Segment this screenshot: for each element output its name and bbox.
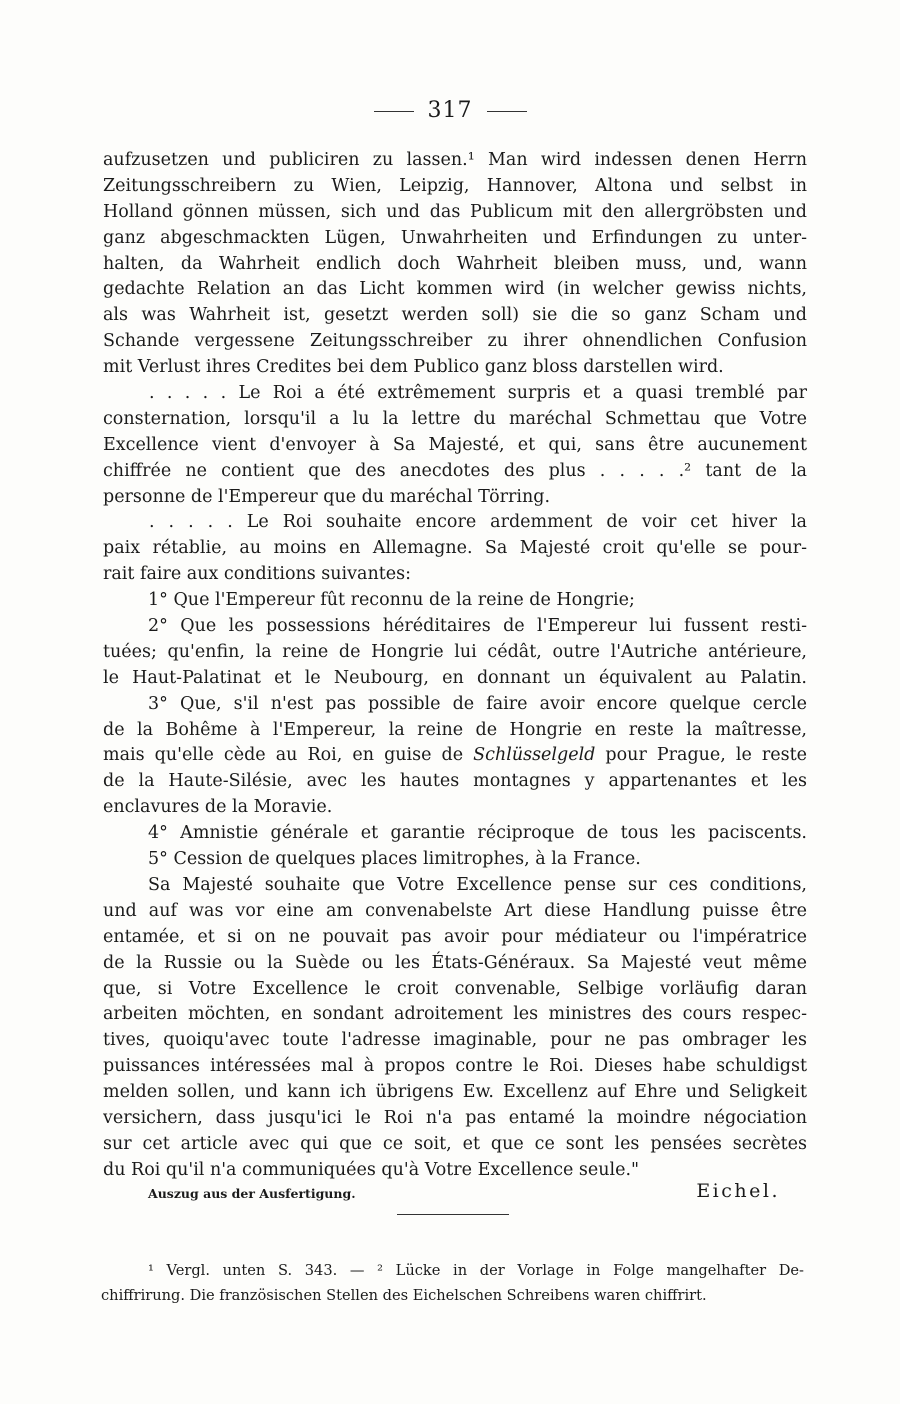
text-line: tuées; qu'enfin, la reine de Hongrie lui cédât, outre l'Autriche antérieure, xyxy=(103,641,807,662)
text-line: enclavures de la Moravie. xyxy=(103,797,333,818)
body-text xyxy=(103,148,807,1184)
header-dash-right xyxy=(487,111,527,112)
footnote-divider xyxy=(397,1214,509,1215)
text-line: 3° Que, s'il n'est pas possible de faire avoir encore quelque cercle xyxy=(148,693,807,714)
text-line: Zeitungsschreibern zu Wien, Leipzig, Hannover, Altona und selbst in xyxy=(103,175,807,196)
page-header xyxy=(0,98,900,123)
text-line: melden sollen, und kann ich übrigens Ew. Excellenz auf Ehre und Seligkeit xyxy=(103,1082,807,1103)
text-line: le Haut-Palatinat et le Neubourg, en donnant un équivalent au Palatin. xyxy=(103,667,807,688)
text-line: halten, da Wahrheit endlich doch Wahrheit bleiben muss, und, wann xyxy=(103,253,807,274)
text-line: personne de l'Empereur que du maréchal Törring. xyxy=(103,486,551,507)
footnote-line: ¹ Vergl. unten S. 343. — ² Lücke in der Vorlage in Folge mangelhafter De- xyxy=(148,1262,804,1279)
text-line: gedachte Relation an das Licht kommen wird (in welcher gewiss nichts, xyxy=(103,279,807,300)
text-line: als was Wahrheit ist, gesetzt werden soll) sie die so ganz Scham und xyxy=(103,305,807,326)
text-line: chiffrée ne contient que des anecdotes des plus . . . . .² tant de la xyxy=(103,460,807,481)
text-line: paix rétablie, au moins en Allemagne. Sa Majesté croit qu'elle se pour- xyxy=(103,538,807,559)
footnote-line: chiffrirung. Die französischen Stellen des Eichelschen Schreibens waren chiffrirt. xyxy=(101,1287,707,1304)
text-line: rait faire aux conditions suivantes: xyxy=(103,564,412,585)
signature-row xyxy=(148,1180,780,1208)
text-line: 2° Que les possessions héréditaires de l'Empereur lui fussent resti- xyxy=(148,616,807,637)
text-line: Excellence vient d'envoyer à Sa Majesté, et qui, sans être aucunement xyxy=(103,434,807,455)
text-line: de la Bohême à l'Empereur, la reine de Hongrie en reste la maîtresse, xyxy=(103,719,807,740)
text-line: versichern, dass jusqu'ici le Roi n'a pas entamé la moindre négociation xyxy=(103,1107,807,1128)
text-line: Holland gönnen müssen, sich und das Publicum mit den allergröbsten und xyxy=(103,201,807,222)
text-line: 1° Que l'Empereur fût reconnu de la reine de Hongrie; xyxy=(148,590,635,611)
text-line: tives, quoiqu'avec toute l'adresse imaginable, pour ne pas ombrager les xyxy=(103,1030,807,1051)
text-line: . . . . . Le Roi a été extrêmement surpris et a quasi tremblé par xyxy=(149,383,807,404)
text-line: que, si Votre Excellence le croit convenable, Selbige vorläufig daran xyxy=(103,978,807,999)
text-line: 4° Amnistie générale et garantie réciproque de tous les paciscents. xyxy=(148,823,807,844)
text-line: ganz abgeschmackten Lügen, Unwahrheiten und Erfindungen zu unter- xyxy=(103,227,807,248)
italic-term: Schlüsselgeld xyxy=(473,745,596,766)
text-line: sur cet article avec qui que ce soit, et que ce sont les pensées secrètes xyxy=(103,1133,807,1154)
text-line: de la Russie ou la Suède ou les États-Généraux. Sa Majesté veut même xyxy=(103,952,807,973)
text-line: Schande vergessene Zeitungsschreiber zu ihrer ohnendlichen Confusion xyxy=(103,331,807,352)
text-line: puissances intéressées mal à propos contre le Roi. Dieses habe schuldigst xyxy=(103,1056,807,1077)
text-line: 5° Cession de quelques places limitrophes, à la France. xyxy=(148,849,641,870)
text-segment: pour Prague, le reste xyxy=(595,745,807,766)
text-line: . . . . . Le Roi souhaite encore ardemment de voir cet hiver la xyxy=(149,512,807,533)
text-line: arbeiten möchten, en sondant adroitement les ministres des cours respec- xyxy=(103,1004,807,1025)
text-line: aufzusetzen und publiciren zu lassen.¹ Man wird indessen denen Herrn xyxy=(103,150,807,170)
page-number: 317 xyxy=(427,98,473,123)
text-line: entamée, et si on ne pouvait pas avoir pour médiateur ou l'impératrice xyxy=(103,926,807,947)
text-line: consternation, lorsqu'il a lu la lettre du maréchal Schmettau que Votre xyxy=(103,408,807,429)
header-dash-left xyxy=(374,111,414,112)
text-line: de la Haute-Silésie, avec les hautes montagnes y appartenantes et les xyxy=(103,771,807,792)
text-line: du Roi qu'il n'a communiquées qu'à Votre Excellence seule." xyxy=(103,1159,640,1180)
text-line: mit Verlust ihres Credites bei dem Publico ganz bloss darstellen wird. xyxy=(103,357,724,378)
footnotes xyxy=(101,1258,804,1308)
text-segment: mais qu'elle cède au Roi, en guise de xyxy=(103,745,474,766)
text-line-mixed xyxy=(103,743,807,769)
text-line: und auf was vor eine am convenabelste Art diese Handlung puisse être xyxy=(103,900,807,921)
source-note: Auszug aus der Ausfertigung. xyxy=(148,1186,356,1201)
signature-name: Eichel. xyxy=(696,1180,780,1202)
text-line: Sa Majesté souhaite que Votre Excellence pense sur ces conditions, xyxy=(148,874,807,895)
